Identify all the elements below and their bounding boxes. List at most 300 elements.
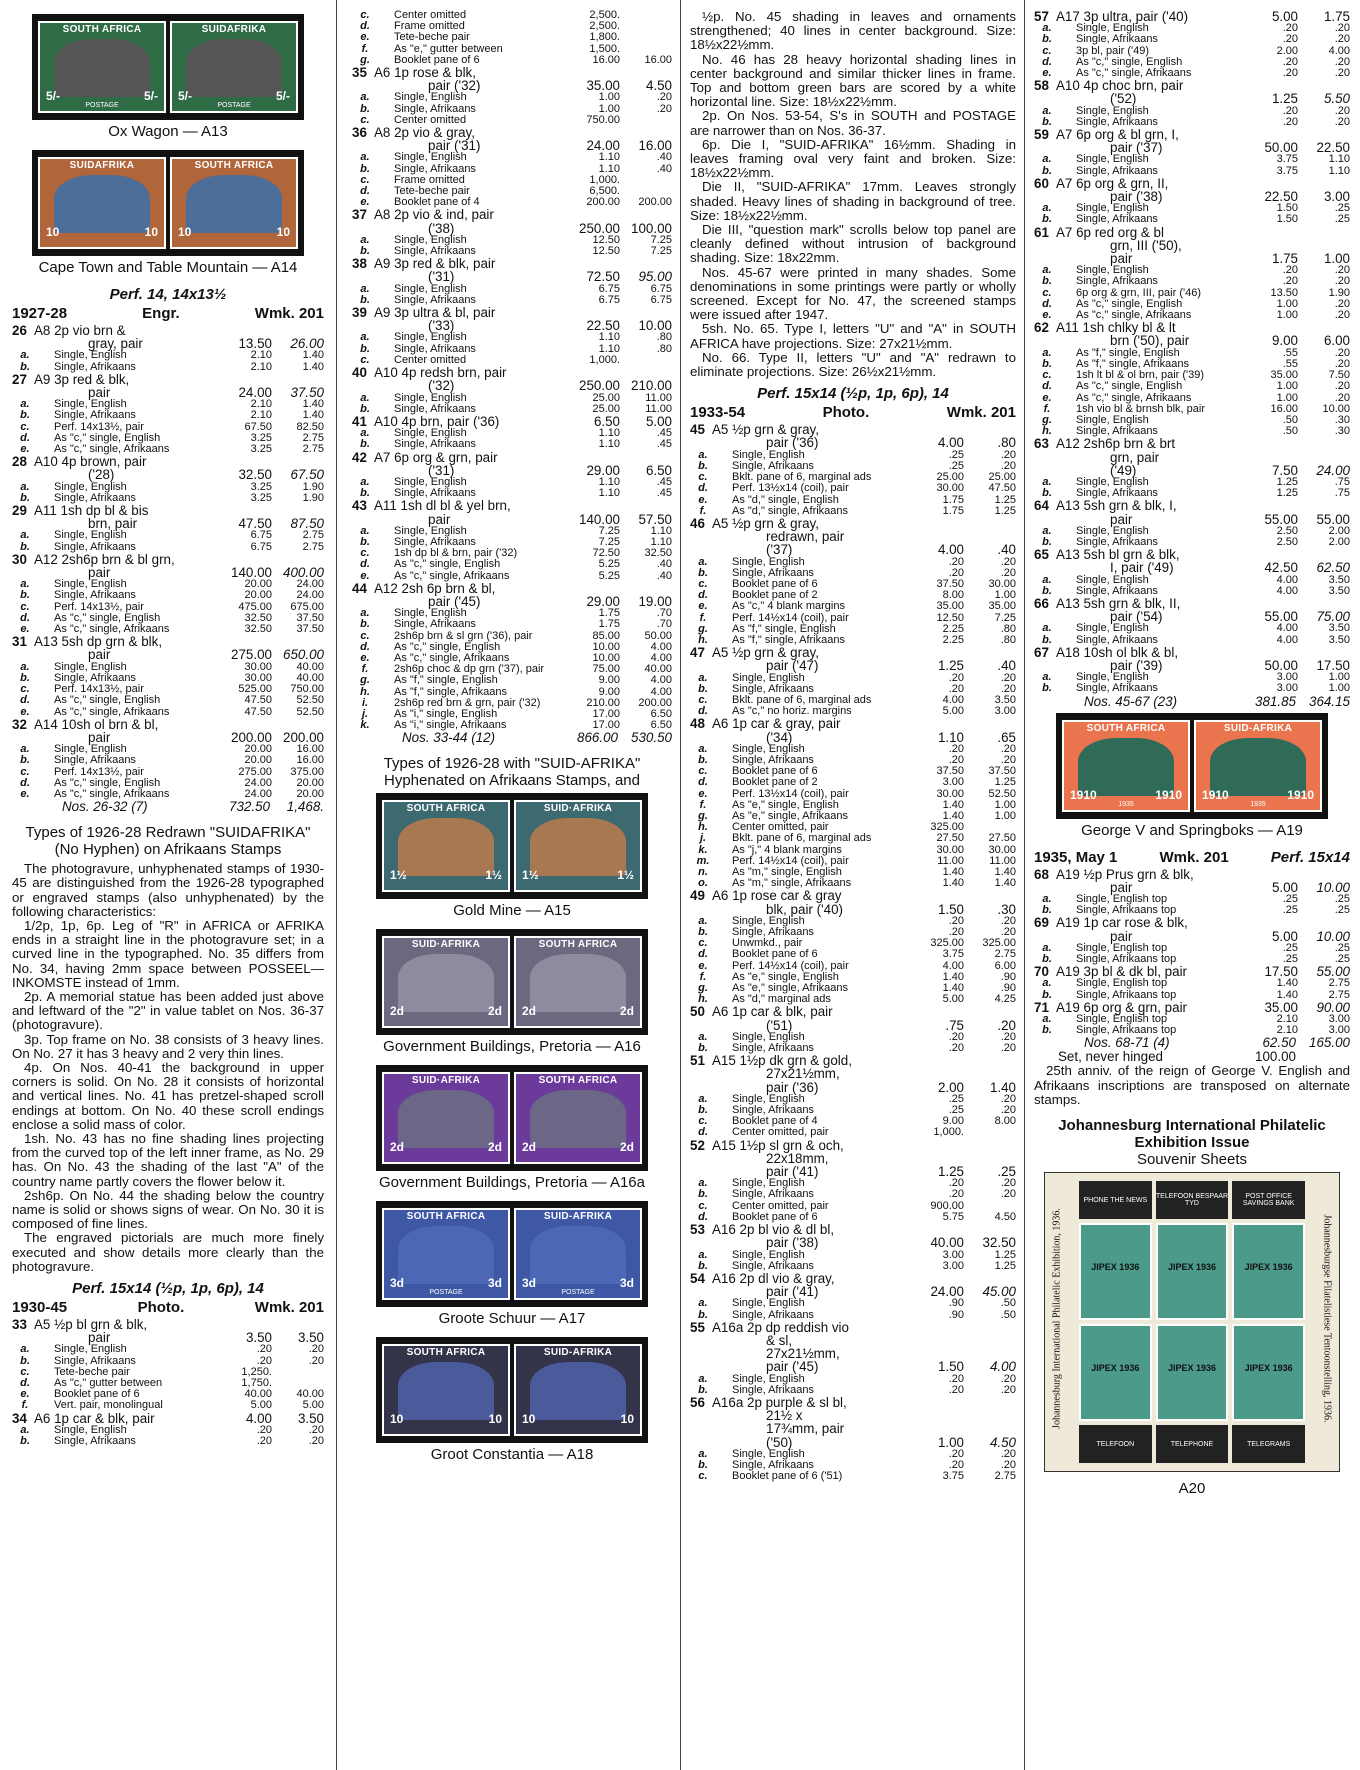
catalog-number: 54 bbox=[690, 1270, 705, 1286]
price-used bbox=[620, 499, 672, 512]
variety-description: Single, English bbox=[732, 1372, 805, 1385]
variety-letter: a. bbox=[698, 671, 708, 684]
catalog-description: pair ('38) bbox=[1110, 189, 1163, 205]
price-unused: .20 bbox=[948, 1030, 964, 1043]
sub-variety bbox=[12, 350, 324, 361]
stamp-value: 1½ bbox=[390, 868, 407, 883]
price-unused: 475.00 bbox=[238, 600, 272, 613]
price-used: 8.00 bbox=[994, 1115, 1016, 1128]
price-used: 2.75 bbox=[302, 431, 324, 444]
sub-variety bbox=[12, 1400, 324, 1411]
variety-letter: b. bbox=[698, 1308, 708, 1321]
variety-letter: f. bbox=[1043, 402, 1051, 415]
catalog-description: A18 10sh ol blk & bl, bbox=[1056, 644, 1179, 660]
price-used: .90 bbox=[1000, 970, 1016, 983]
catalog-description: A11 1sh dl bl & yel brn, bbox=[374, 498, 511, 514]
variety-description: As "c," single, English bbox=[394, 558, 501, 571]
variety-letter: c. bbox=[1042, 369, 1052, 382]
price-used: 2.75 bbox=[302, 529, 324, 542]
catalog-description: pair ('47) bbox=[766, 658, 819, 674]
stamp-pair-frame bbox=[32, 14, 304, 120]
variety-letter: b. bbox=[698, 926, 708, 939]
stamp-pair-image bbox=[352, 793, 672, 899]
catalog-number: 46 bbox=[690, 515, 705, 531]
price-unused: 3.00 bbox=[942, 1259, 964, 1272]
price-unused bbox=[912, 1396, 964, 1409]
price-unused: 200.00 bbox=[231, 729, 272, 745]
price-unused: 140.00 bbox=[231, 565, 272, 581]
price-unused: 275.00 bbox=[238, 765, 272, 778]
catalog-entry bbox=[690, 423, 1016, 436]
price-used: 3.00 bbox=[994, 705, 1016, 718]
catalog-entry bbox=[1034, 451, 1350, 464]
stamp-left bbox=[38, 21, 166, 113]
stamp-inscription: SUID·AFRIKA bbox=[411, 939, 481, 951]
catalog-description: pair bbox=[1110, 511, 1133, 527]
catalog-entry bbox=[690, 1360, 1016, 1373]
price-used: .20 bbox=[1000, 1092, 1016, 1105]
catalog-entry bbox=[1034, 92, 1350, 105]
price-used: .20 bbox=[1334, 357, 1350, 370]
variety-letter: c. bbox=[698, 1115, 708, 1128]
price-used: 55.00 bbox=[1316, 511, 1350, 527]
price-unused: 20.00 bbox=[244, 754, 272, 767]
price-used: .20 bbox=[1000, 926, 1016, 939]
variety-description: Single, Afrikaans bbox=[394, 618, 476, 631]
price-used: .45 bbox=[656, 438, 672, 451]
price-used: 1.40 bbox=[302, 360, 324, 373]
issue-heading-part: 1927-28 bbox=[12, 305, 68, 322]
catalog-description: brn ('50), pair bbox=[1110, 333, 1190, 349]
catalog-entry bbox=[12, 468, 324, 481]
price-used: 37.50 bbox=[296, 623, 324, 636]
variety-letter: a. bbox=[1042, 22, 1052, 35]
catalog-number: 43 bbox=[352, 498, 367, 514]
price-unused: 3.00 bbox=[1276, 671, 1298, 684]
price-used: 3.50 bbox=[297, 1410, 324, 1426]
variety-description: Single, English bbox=[394, 475, 467, 488]
price-used: 4.00 bbox=[650, 685, 672, 698]
variety-letter: d. bbox=[698, 776, 708, 789]
variety-letter: g. bbox=[698, 622, 708, 635]
price-unused: 3.75 bbox=[942, 1470, 964, 1483]
variety-description: Single, English bbox=[54, 578, 127, 591]
variety-letter: b. bbox=[1042, 535, 1052, 548]
variety-letter: d. bbox=[360, 20, 370, 33]
stamp-value: 2d bbox=[522, 1140, 537, 1155]
stamp-value: 10 bbox=[390, 1412, 404, 1427]
price-unused bbox=[912, 1409, 964, 1422]
variety-letter: b. bbox=[20, 491, 30, 504]
catalog-entry bbox=[690, 1236, 1016, 1249]
price-unused: 42.50 bbox=[1264, 560, 1298, 576]
catalog-number: 41 bbox=[352, 413, 367, 429]
catalog-description: A10 4p brown, pair bbox=[34, 454, 147, 470]
stamp-vignette bbox=[398, 1090, 494, 1148]
price-used bbox=[620, 451, 672, 464]
column-divider bbox=[680, 0, 681, 1770]
price-used: .20 bbox=[1334, 22, 1350, 35]
stamp-inscription: SOUTH AFRICA bbox=[406, 803, 486, 815]
variety-letter: e. bbox=[698, 959, 708, 972]
variety-letter: c. bbox=[360, 173, 370, 186]
price-unused: 55.00 bbox=[1264, 511, 1298, 527]
variety-letter: a. bbox=[1042, 475, 1052, 488]
stamp-value: 3d bbox=[487, 1276, 502, 1291]
variety-letter: b. bbox=[20, 754, 30, 767]
price-unused: 1.10 bbox=[598, 427, 620, 440]
catalog-description: pair bbox=[428, 511, 451, 527]
catalog-entry bbox=[690, 436, 1016, 449]
stamp-pair-image bbox=[352, 1201, 672, 1307]
stamp-value: 1½ bbox=[617, 868, 634, 883]
price-used: 37.50 bbox=[290, 385, 324, 401]
price-used: .20 bbox=[1000, 1188, 1016, 1201]
price-unused: 4.00 bbox=[937, 435, 964, 451]
catalog-description: A16 2p bl vio & dl bl, bbox=[712, 1222, 835, 1238]
price-unused: .20 bbox=[256, 1423, 272, 1436]
catalog-description: pair ('37) bbox=[1110, 140, 1163, 156]
variety-letter: a. bbox=[1042, 264, 1052, 277]
set-total-unused: 62.50 bbox=[1262, 1035, 1296, 1051]
variety-letter: a. bbox=[1042, 346, 1052, 359]
catalog-number: 62 bbox=[1034, 320, 1049, 336]
price-unused: .20 bbox=[1282, 22, 1298, 35]
issue-heading-part: Perf. 15x14 bbox=[1270, 848, 1350, 866]
variety-description: Single, English bbox=[394, 331, 467, 344]
stamp-value: 2d bbox=[522, 1004, 537, 1019]
variety-description: As "f," single, English bbox=[394, 674, 498, 687]
price-unused: .20 bbox=[948, 753, 964, 766]
set-total bbox=[352, 731, 672, 745]
price-unused bbox=[1246, 499, 1298, 512]
variety-description: Single, Afrikaans bbox=[54, 491, 136, 504]
variety-letter: c. bbox=[698, 765, 708, 778]
variety-description: Single, English bbox=[394, 607, 467, 620]
variety-description: Single, Afrikaans bbox=[1076, 535, 1158, 548]
price-used: 40.00 bbox=[296, 1388, 324, 1401]
variety-description: As "d," marginal ads bbox=[732, 993, 831, 1006]
catalog-entry bbox=[1034, 930, 1350, 943]
catalog-description: A12 2sh 6p brn & bl, bbox=[374, 580, 496, 596]
price-used: 4.50 bbox=[645, 78, 672, 94]
catalog-entry bbox=[690, 659, 1016, 672]
sub-variety bbox=[1034, 1025, 1350, 1036]
price-used: 10.00 bbox=[1316, 879, 1350, 895]
price-unused: 32.50 bbox=[238, 467, 272, 483]
variety-letter: a. bbox=[360, 151, 370, 164]
catalog-number: 68 bbox=[1034, 866, 1049, 882]
catalog-number: 56 bbox=[690, 1394, 705, 1410]
catalog-number: 66 bbox=[1034, 595, 1049, 611]
price-used: 1.00 bbox=[994, 589, 1016, 602]
price-unused: .25 bbox=[948, 1104, 964, 1117]
price-unused bbox=[568, 451, 620, 464]
issue-heading bbox=[12, 1299, 324, 1316]
price-used: 1.40 bbox=[302, 409, 324, 422]
catalog-description: pair ('38) bbox=[766, 1235, 819, 1251]
sub-variety bbox=[352, 439, 672, 450]
sub-variety bbox=[12, 530, 324, 541]
variety-description: Single, Afrikaans top bbox=[1076, 953, 1177, 965]
variety-letter: f. bbox=[21, 1399, 29, 1412]
variety-description: Single, English bbox=[1076, 622, 1149, 635]
variety-description: Single, English bbox=[1076, 413, 1149, 426]
price-used: .80 bbox=[1000, 622, 1016, 635]
set-total-label: Nos. 33-44 (12) bbox=[402, 730, 496, 746]
variety-description: As "c," single, Afrikaans bbox=[54, 623, 170, 636]
catalog-number: 28 bbox=[12, 454, 27, 470]
catalog-number: 40 bbox=[352, 365, 367, 381]
price-unused: 2.10 bbox=[250, 409, 272, 422]
variety-letter: e. bbox=[20, 787, 30, 800]
stamp-value: 5/- bbox=[143, 89, 158, 103]
price-unused: 8.00 bbox=[942, 589, 964, 602]
variety-letter: b. bbox=[20, 360, 30, 373]
price-unused: 6.50 bbox=[593, 413, 620, 429]
catalog-number: 64 bbox=[1034, 498, 1049, 514]
price-unused: 1.25 bbox=[1276, 475, 1298, 488]
price-used: 4.00 bbox=[650, 640, 672, 653]
variety-description: Single, Afrikaans bbox=[732, 1188, 814, 1201]
paragraph: The engraved pictorials are much more finely executed and show details more clearly than the photogravure. bbox=[12, 1230, 324, 1274]
variety-letter: d. bbox=[20, 611, 30, 624]
variety-description: As "f," single, Afrikaans bbox=[1076, 357, 1189, 370]
price-used: .30 bbox=[997, 901, 1016, 917]
variety-description: Booklet pane of 6 bbox=[732, 1210, 818, 1223]
variety-letter: b. bbox=[20, 409, 30, 422]
price-unused: .90 bbox=[948, 1297, 964, 1310]
variety-letter: b. bbox=[1042, 904, 1052, 917]
variety-letter: a. bbox=[360, 282, 370, 295]
variety-description: Single, Afrikaans bbox=[732, 682, 814, 695]
variety-description: Single, English bbox=[1076, 264, 1149, 277]
stamp-value: 2d bbox=[487, 1140, 502, 1155]
catalog-description: A12 2sh6p brn & bl grn, bbox=[34, 551, 175, 567]
price-used: .65 bbox=[997, 729, 1016, 745]
price-used: 325.00 bbox=[982, 937, 1016, 950]
stamp-pair-image bbox=[352, 1065, 672, 1171]
price-used: 4.50 bbox=[994, 1210, 1016, 1223]
price-unused: .25 bbox=[1282, 904, 1298, 917]
price-unused: 1.50 bbox=[1276, 202, 1298, 215]
price-used bbox=[272, 1367, 324, 1378]
variety-description: Center omitted, pair bbox=[732, 1199, 829, 1212]
variety-letter: b. bbox=[20, 589, 30, 602]
catalog-entry bbox=[352, 222, 672, 235]
price-unused: 24.00 bbox=[586, 138, 620, 154]
price-unused: .20 bbox=[256, 1354, 272, 1367]
catalog-entry bbox=[690, 1139, 1016, 1152]
price-used: .20 bbox=[656, 91, 672, 104]
issue-heading-part: 1930-45 bbox=[12, 1299, 68, 1317]
sub-variety bbox=[352, 559, 672, 570]
variety-description: Booklet pane of 4 bbox=[732, 1115, 818, 1128]
price-used: 1.00 bbox=[994, 809, 1016, 822]
price-used: 6.00 bbox=[994, 959, 1016, 972]
catalog-entry bbox=[352, 66, 672, 79]
variety-letter: a. bbox=[698, 1177, 708, 1190]
variety-description: Booklet pane of 4 bbox=[394, 196, 480, 209]
price-unused: 3.75 bbox=[1276, 153, 1298, 166]
price-unused: 1.10 bbox=[598, 342, 620, 355]
price-used: 2.75 bbox=[302, 540, 324, 553]
price-used: .75 bbox=[1334, 475, 1350, 488]
perforation-heading: Perf. 15x14 (½p, 1p, 6p), 14 bbox=[757, 385, 949, 403]
stamp-inscription: SUID-AFRIKA bbox=[543, 1211, 613, 1223]
variety-letter: b. bbox=[698, 1383, 708, 1396]
variety-description: Perf. 14x13½, pair bbox=[54, 420, 144, 433]
catalog-entry bbox=[690, 1436, 1016, 1449]
price-used: 1.00 bbox=[1328, 682, 1350, 695]
price-used: 2.75 bbox=[994, 948, 1016, 961]
variety-letter: e. bbox=[20, 623, 30, 636]
set-total bbox=[1034, 1036, 1350, 1050]
catalog-number: 50 bbox=[690, 1004, 705, 1020]
variety-letter: b. bbox=[1042, 115, 1052, 128]
sheet-stamp bbox=[1232, 1324, 1305, 1421]
variety-letter: a. bbox=[360, 475, 370, 488]
variety-letter: a. bbox=[698, 914, 708, 927]
catalog-description: 17¾mm, pair bbox=[766, 1421, 845, 1437]
variety-description: Single, English top bbox=[1076, 941, 1168, 954]
price-used: 1.25 bbox=[994, 493, 1016, 506]
price-used: .20 bbox=[1334, 104, 1350, 117]
price-unused: 5.00 bbox=[942, 705, 964, 718]
variety-letter: n. bbox=[698, 866, 708, 878]
catalog-number: 49 bbox=[690, 888, 705, 904]
variety-description: Single, Afrikaans bbox=[1076, 33, 1158, 46]
variety-letter: d. bbox=[360, 558, 370, 571]
price-unused: 1.40 bbox=[942, 982, 964, 995]
variety-description: Single, English bbox=[394, 282, 467, 295]
price-unused: 30.00 bbox=[936, 843, 964, 856]
catalog-number: 48 bbox=[690, 716, 705, 732]
price-used bbox=[964, 1396, 1016, 1409]
variety-description: Booklet pane of 6 ('51) bbox=[732, 1470, 843, 1483]
variety-description: Center omitted bbox=[394, 113, 467, 126]
catalog-description: A11 1sh chlky bl & lt bbox=[1056, 320, 1176, 336]
price-unused: 4.00 bbox=[942, 959, 964, 972]
variety-description: Single, Afrikaans bbox=[394, 438, 476, 451]
variety-description: Single, English bbox=[1076, 104, 1149, 117]
sheet-advert: TELEGRAMS bbox=[1232, 1425, 1305, 1463]
variety-description: Single, Afrikaans bbox=[394, 245, 476, 258]
catalog-description: redrawn, pair bbox=[766, 529, 845, 545]
sub-variety bbox=[352, 675, 672, 686]
price-used: 3.50 bbox=[1328, 584, 1350, 597]
catalog-description: I, pair ('49) bbox=[1110, 560, 1174, 576]
catalog-number: 45 bbox=[690, 422, 705, 438]
sub-variety bbox=[1034, 978, 1350, 989]
section-heading: Types of 1926-28 with "SUID-AFRIKA" Hyphenated on Afrikaans Stamps, and bbox=[383, 755, 641, 790]
catalog-entry bbox=[690, 1272, 1016, 1285]
catalog-number: 38 bbox=[352, 256, 367, 272]
variety-letter: b. bbox=[360, 618, 370, 631]
catalog-number: 36 bbox=[352, 125, 367, 141]
price-used: .25 bbox=[1334, 953, 1350, 965]
price-unused: .20 bbox=[948, 566, 964, 579]
variety-letter: a. bbox=[20, 660, 30, 673]
price-used: 55.00 bbox=[1316, 964, 1350, 980]
price-used: .20 bbox=[1334, 309, 1350, 322]
price-unused: 30.00 bbox=[936, 787, 964, 800]
variety-letter: a. bbox=[698, 1372, 708, 1385]
price-used: 40.00 bbox=[296, 671, 324, 684]
price-unused: 9.00 bbox=[1271, 333, 1298, 349]
catalog-description: pair ('41) bbox=[766, 1284, 819, 1300]
stamp-inscription: SUID-AFRIKA bbox=[1223, 722, 1293, 734]
price-unused: 1.10 bbox=[598, 331, 620, 344]
variety-letter: a. bbox=[360, 524, 370, 537]
catalog-number: 63 bbox=[1034, 436, 1049, 452]
price-unused: 1.40 bbox=[1276, 988, 1298, 1001]
spacer bbox=[1296, 1050, 1350, 1064]
price-used: 3.00 bbox=[1328, 1013, 1350, 1026]
sheet-overprint: JIPEX 1936 bbox=[1167, 1363, 1217, 1374]
set-total-unused: 866.00 bbox=[577, 730, 618, 746]
variety-letter: a. bbox=[1042, 941, 1052, 954]
price-used: .40 bbox=[997, 542, 1016, 558]
stamp-pair-image bbox=[1034, 713, 1350, 819]
price-used: 52.50 bbox=[296, 694, 324, 707]
variety-description: Single, English bbox=[732, 1030, 805, 1043]
price-unused: .20 bbox=[1282, 55, 1298, 68]
catalog-description: A9 3p red & blk, pair bbox=[374, 256, 496, 272]
price-unused: .20 bbox=[1282, 264, 1298, 277]
catalog-description: pair ('31) bbox=[428, 138, 481, 154]
catalog-entry bbox=[12, 553, 324, 566]
variety-letter: b. bbox=[1042, 953, 1052, 965]
set-total-unused: 732.50 bbox=[229, 799, 270, 815]
stamp-value: 10 bbox=[46, 225, 60, 239]
variety-description: As "f," single, Afrikaans bbox=[732, 633, 845, 646]
price-unused: 2.25 bbox=[942, 633, 964, 646]
catalog-description: ('52) bbox=[1110, 91, 1137, 107]
price-used: 16.00 bbox=[296, 743, 324, 756]
catalog-entry bbox=[12, 1318, 324, 1331]
catalog-description: A10 4p choc brn, pair bbox=[1056, 78, 1184, 94]
catalog-description: A6 1p rose & blk, bbox=[374, 65, 476, 81]
variety-description: As "f," single, English bbox=[732, 622, 836, 635]
variety-description: As "j," 4 blank margins bbox=[732, 843, 842, 856]
price-unused: 17.50 bbox=[1264, 964, 1298, 980]
catalog-number: 39 bbox=[352, 305, 367, 321]
price-used: .25 bbox=[1334, 213, 1350, 226]
price-unused bbox=[912, 1054, 964, 1067]
catalog-description: A6 1p rose car & gray bbox=[712, 888, 842, 904]
stamp-left bbox=[38, 157, 166, 249]
variety-description: Single, English bbox=[732, 555, 805, 568]
paragraph: ½p. No. 45 shading in leaves and ornaments strengthened; 40 lines in center background. Size: 18½x22½mm. bbox=[690, 10, 1016, 53]
variety-description: Single, English bbox=[54, 1343, 127, 1356]
price-used: .20 bbox=[997, 1017, 1016, 1033]
variety-description: Single, English bbox=[54, 480, 127, 493]
catalog-description: A5 ½p grn & gray, bbox=[712, 645, 819, 661]
price-used: 75.00 bbox=[1316, 609, 1350, 625]
price-unused: 210.00 bbox=[586, 696, 620, 709]
catalog-description: A17 3p ultra, pair ('40) bbox=[1056, 10, 1189, 24]
price-used: 40.00 bbox=[296, 660, 324, 673]
variety-description: Single, Afrikaans bbox=[1076, 682, 1158, 695]
variety-description: 1sh dp bl & brn, pair ('32) bbox=[394, 547, 518, 560]
catalog-description: ('49) bbox=[1110, 462, 1137, 478]
price-used: .30 bbox=[1334, 413, 1350, 426]
price-unused: 16.00 bbox=[1270, 402, 1298, 415]
price-used: 16.00 bbox=[296, 754, 324, 767]
price-unused: 9.00 bbox=[942, 1115, 964, 1128]
price-unused: 1.10 bbox=[937, 729, 964, 745]
